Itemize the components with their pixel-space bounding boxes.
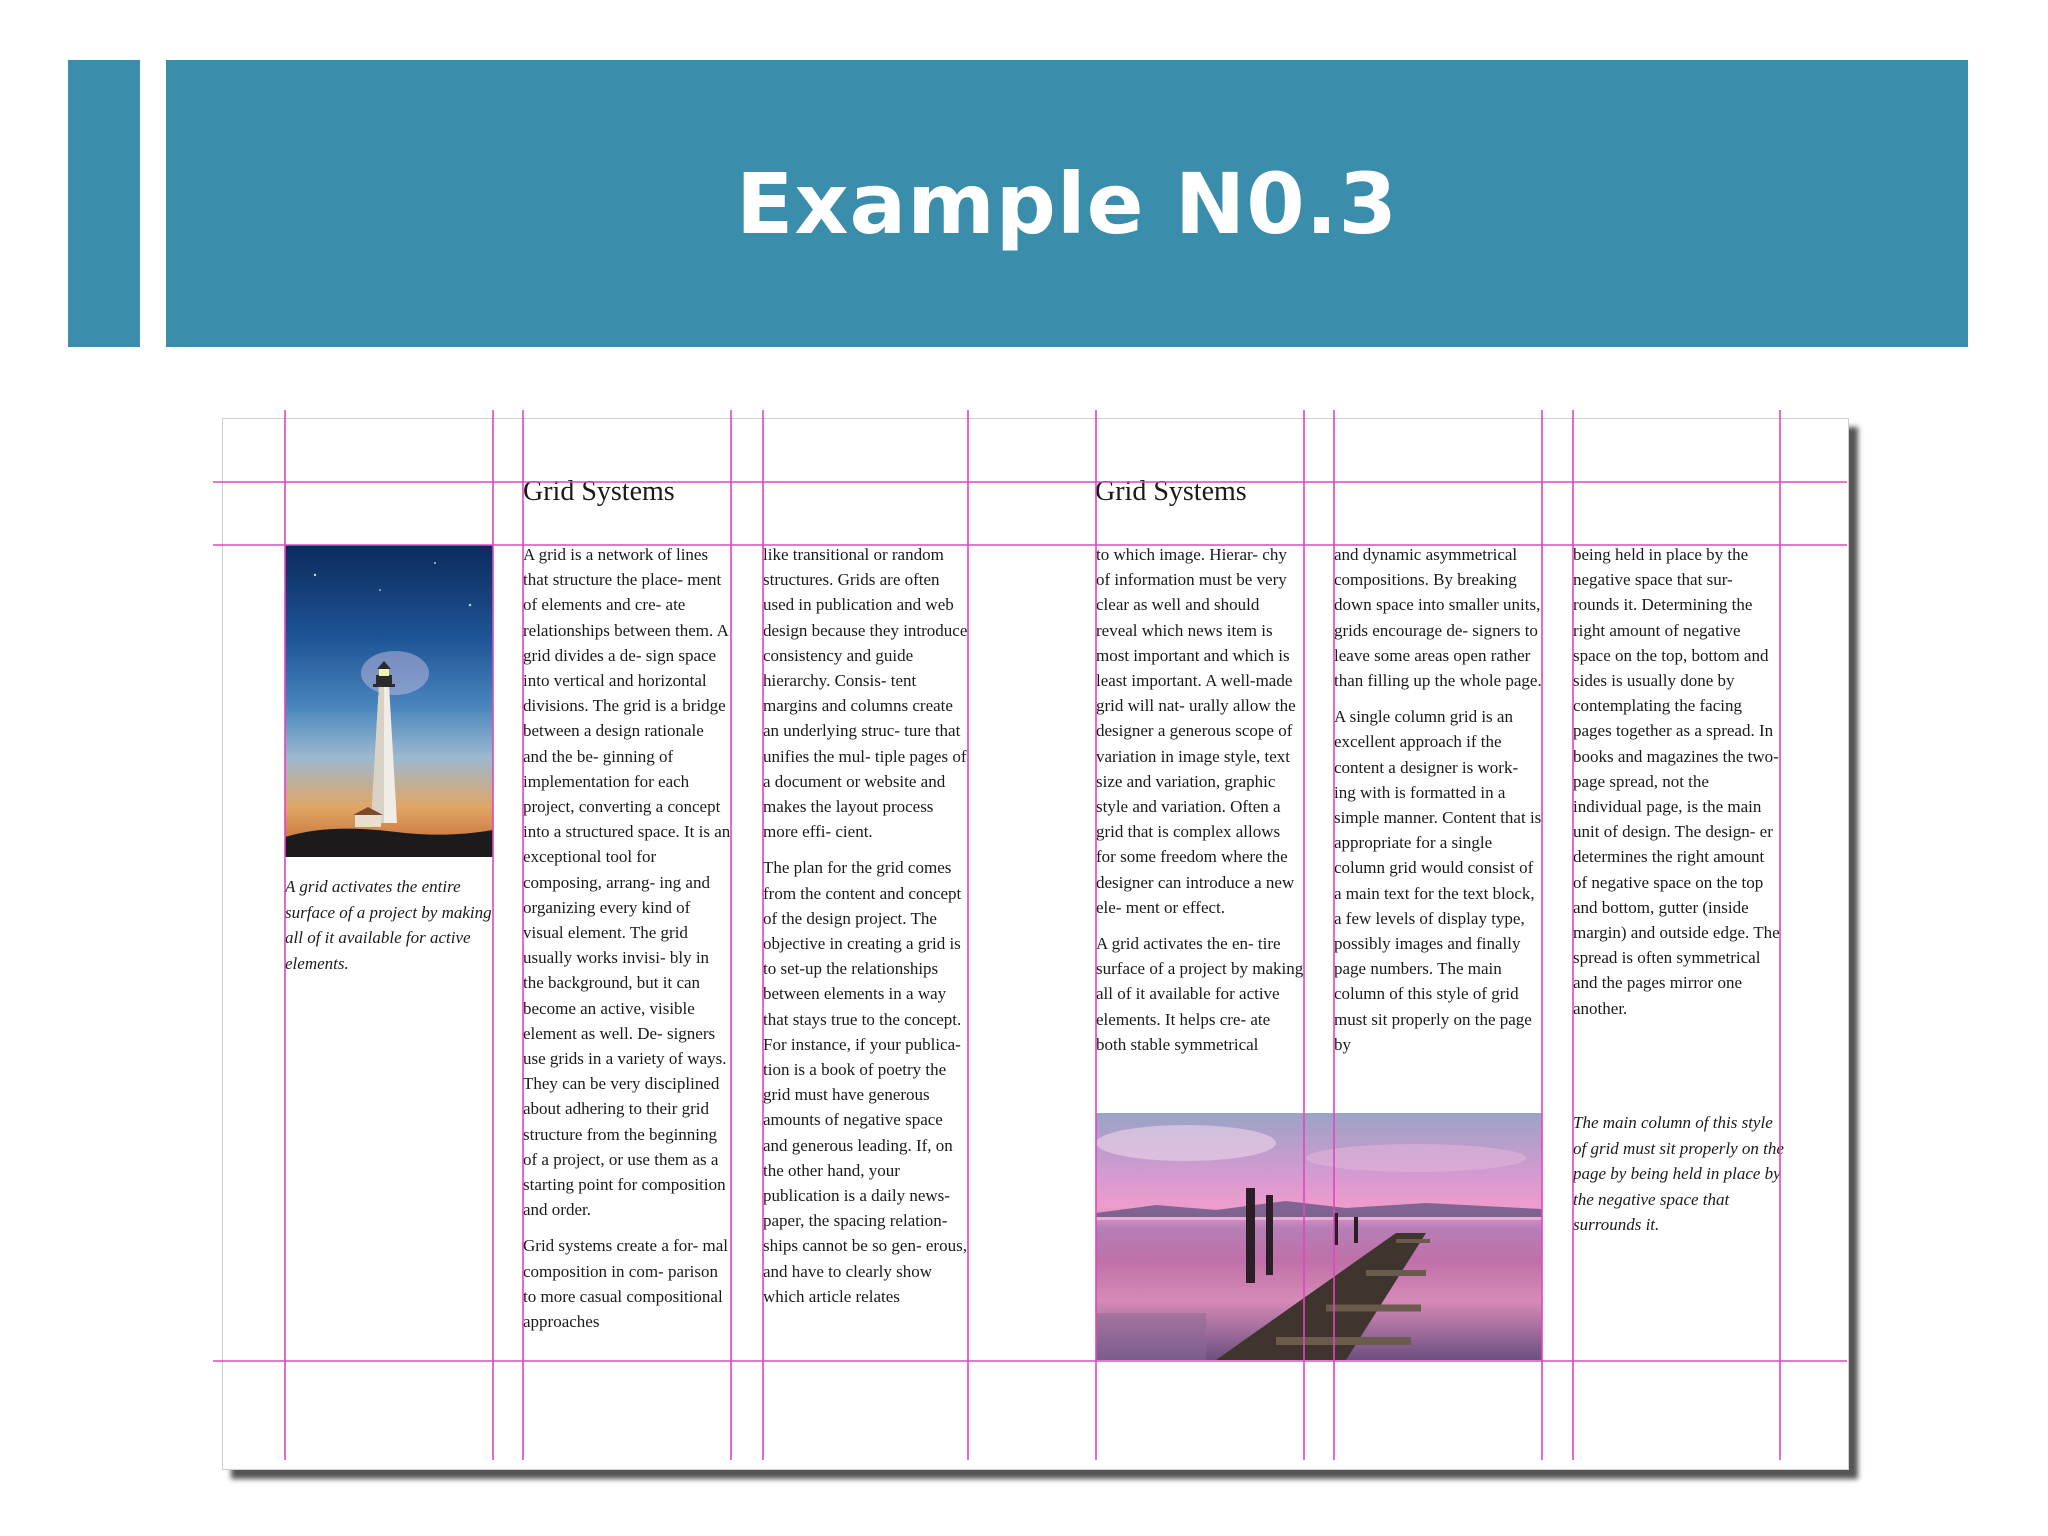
left-page-column-1 — [523, 542, 731, 1360]
left-page-column-2 — [763, 542, 971, 1360]
left-page-heading: Grid Systems — [523, 476, 675, 507]
paragraph: being held in place by the negative space that sur- rounds it. Determining the right amount of negative space on the top, bottom and sides is usually done by contemplating the facing pages together as a spread. In books and magazines the two-page spread, not the individual page, is the main unit of design. The design- er determines the right amount of negative space on the top and bottom, gutter (inside margin) and outside edge. The spread is often symmetrical and the pages mirror one another. — [1573, 545, 1780, 1018]
slide-title: Example N0.3 — [735, 154, 1398, 253]
accent-bar — [68, 60, 140, 347]
left-page-caption: A grid activates the entire surface of a project by making all of it available for active elements. — [285, 877, 492, 973]
pier-photo — [1096, 1113, 1542, 1360]
paragraph: and dynamic asymmetrical compositions. By breaking down space into smaller units, grids encourage de- signers to leave some areas open rather than filling up the whole page. — [1334, 545, 1542, 691]
right-page-column-3 — [1573, 542, 1781, 1042]
paragraph: A single column grid is an excellent approach if the content a designer is work- ing with is formatted in a simple manner. Content that is appropriate for a single column grid would consist of a main text for the text block, a few levels of display type, possibly images and finally page numbers. The main column of this style of grid must sit properly on the page by — [1334, 707, 1542, 1054]
paragraph: like transitional or random structures. Grids are often used in publication and web design because they introduce consistency and guide hierarchy. Consis- tent margins and columns create an underlying struc- ture that unifies the mul- tiple pages of a document or website and makes the layout process more effi- cient. — [763, 545, 968, 842]
pier-illustration — [1096, 1113, 1542, 1360]
paragraph: to which image. Hierar- chy of information must be very clear as well and should reveal which news item is most important and which is least important. A well-made grid will nat- urally allow the designer a generous scope of variation in image style, text size and variation, graphic style and variation. Often a grid that is complex allows for some freedom where the designer can introduce a new ele- ment or effect. — [1096, 545, 1296, 917]
title-band — [166, 60, 1968, 347]
right-page-heading: Grid Systems — [1095, 476, 1247, 507]
lighthouse-photo — [285, 545, 493, 857]
paragraph: A grid is a network of lines that structure the place- ment of elements and cre- ate relationships between them. A grid divides a de- sign space into vertical and horizontal divisions. The grid is a bridge between a design rationale and the be- ginning of implementation for each project, converting a concept into a structured space. It is an exceptional tool for composing, arrang- ing and organizing every kind of visual element. The grid usually works invisi- bly in the background, but it can become an active, visible element as well. De- signers use grids in a variety of ways. They can be very disciplined about adhering to their grid structure from the beginning of a project, or use them as a starting point for composition and order. — [523, 545, 731, 1220]
right-page-column-2 — [1334, 542, 1542, 1087]
lighthouse-illustration — [285, 545, 493, 857]
paragraph: The plan for the grid comes from the content and concept of the design project. The objective in creating a grid is to set-up the relationships between elements in a way that stays true to the concept. For instance, if your publica- tion is a book of poetry the grid must have generous amounts of negative space and generous leading. If, on the other hand, your publication is a daily news- paper, the spacing relation- ships cannot be so gen- erous, and have to clearly show which article relates — [763, 858, 967, 1306]
right-page-column-1 — [1096, 542, 1304, 1087]
paragraph: Grid systems create a for- mal composition in com- parison to more casual compositional approaches — [523, 1236, 728, 1332]
right-page-caption: The main column of this style of grid must sit properly on the page by being held in place by the negative space that surrounds it. — [1573, 1113, 1784, 1234]
paragraph: A grid activates the en- tire surface of a project by making all of it available for active elements. It helps cre- ate both stable symmetrical — [1096, 934, 1304, 1054]
